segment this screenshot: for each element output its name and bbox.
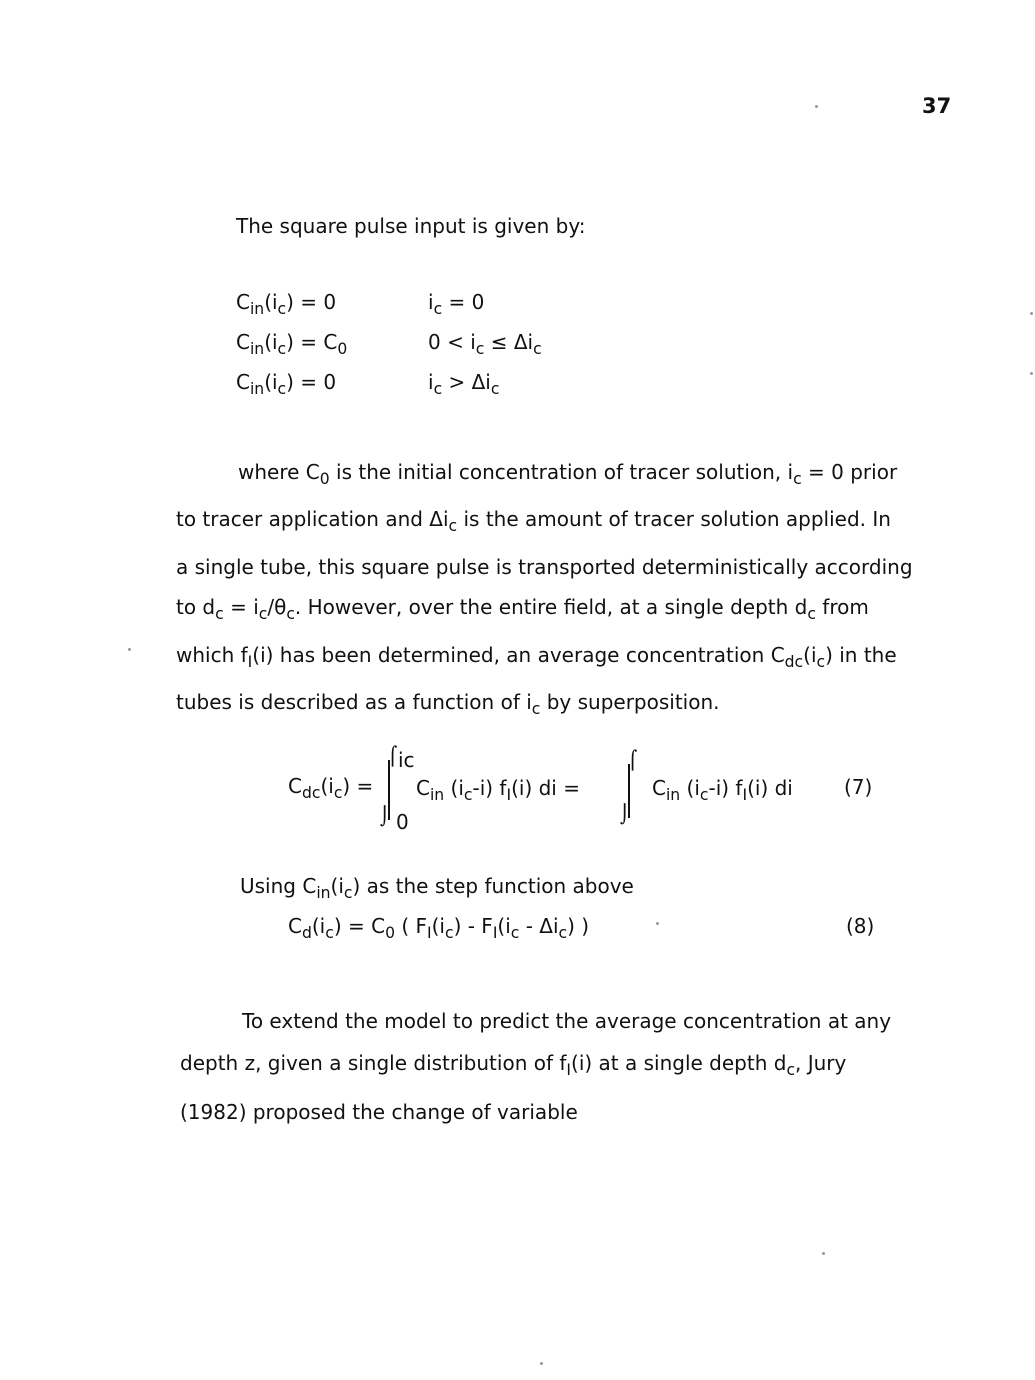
text-run: , Jury [795, 1051, 847, 1075]
text-run: -i) f [708, 776, 743, 800]
subscript: c [258, 605, 268, 624]
speck [1030, 312, 1033, 315]
text-run: i [428, 370, 434, 394]
eq7-integrand-1 [416, 776, 580, 804]
text-run: C [652, 776, 666, 800]
eq8-body [288, 914, 589, 942]
text-run: a single tube, this square pulse is transported deterministically according [176, 554, 913, 579]
text-run: (i [497, 914, 511, 938]
pulse-lhs [236, 330, 347, 358]
pulse-lhs-math [236, 330, 348, 358]
text-run: (1982) proposed the change of variable [180, 1099, 578, 1124]
text-run: (i [431, 914, 445, 938]
text-run: = i [223, 595, 259, 620]
text-run: ) = 0 [286, 290, 337, 314]
subscript: dc [784, 652, 804, 671]
pulse-condition-math [428, 290, 485, 318]
subscript: 0 [337, 339, 348, 358]
speck [815, 105, 818, 108]
subscript: c [343, 883, 353, 902]
subscript: c [558, 923, 568, 942]
text-run: To extend the model to predict the average concentration at any [242, 1009, 892, 1033]
text-run: by superposition. [540, 690, 720, 715]
pulse-lhs [236, 290, 336, 318]
text-run: (i [320, 774, 334, 798]
pulse-lhs [236, 370, 336, 398]
speck [656, 922, 659, 925]
paragraph-1 [176, 452, 946, 730]
text-run: C [236, 370, 250, 394]
text-run: is the amount of tracer solution applied. In [457, 507, 891, 532]
text-run: i [428, 290, 434, 314]
subscript: c [533, 339, 542, 358]
subscript: c [448, 517, 458, 536]
subscript: c [433, 299, 443, 318]
eq7-number: (7) [844, 775, 873, 799]
subscript: c [490, 379, 500, 398]
eq8-number: (8) [846, 914, 875, 938]
text-run: to d [176, 595, 216, 620]
text-run: ) = 0 [286, 370, 337, 394]
subscript: c [286, 605, 295, 624]
speck [128, 648, 131, 651]
text-run: (i) at a single depth d [571, 1051, 787, 1075]
text-run: (i [330, 874, 344, 898]
eq7-integrand2-math [652, 776, 793, 804]
subscript: in [316, 883, 331, 902]
text-run: from [815, 595, 869, 620]
text-line [180, 1000, 950, 1042]
using-math [240, 874, 634, 902]
subscript: I [742, 785, 748, 804]
subscript: c [277, 339, 287, 358]
text-run: ) ) [567, 914, 590, 938]
text-run: ≤ Δi [484, 330, 534, 354]
line-text [176, 690, 720, 719]
subscript: 0 [319, 469, 330, 488]
pulse-condition-math [428, 370, 500, 398]
pulse-lhs-math [236, 370, 337, 398]
subscript: I [506, 785, 512, 804]
page-number: 37 [922, 94, 952, 118]
text-run: (i [680, 776, 700, 800]
subscript: c [816, 652, 826, 671]
subscript: c [277, 299, 287, 318]
line-text [176, 595, 869, 624]
text-line [176, 499, 946, 546]
text-run: which f [176, 642, 248, 667]
eq7-lhs-math [288, 774, 374, 802]
subscript: c [333, 783, 343, 802]
text-line [176, 635, 946, 682]
eq7-integrand-2 [652, 776, 793, 804]
text-run: - Δi [519, 914, 559, 938]
text-run: ) = C [333, 914, 386, 938]
using-line [240, 874, 634, 902]
text-run: = 0 [442, 290, 485, 314]
subscript: c [475, 339, 485, 358]
pulse-condition [428, 290, 484, 318]
text-run: 0 < i [428, 330, 476, 354]
subscript: in [665, 785, 681, 804]
subscript: c [463, 785, 473, 804]
text-run: C [288, 914, 302, 938]
text-run: (i) di [747, 776, 793, 800]
text-run: (i [444, 776, 464, 800]
line-text [176, 555, 913, 579]
text-run: C [236, 290, 250, 314]
text-run: ) as the step function above [352, 874, 634, 898]
text-line [180, 1042, 950, 1091]
text-run: /θ [267, 595, 287, 620]
text-run: (i [311, 914, 326, 938]
pulse-lhs-math [236, 290, 337, 318]
text-line [176, 682, 946, 729]
text-run: depth z, given a single distribution of f [180, 1051, 567, 1075]
text-run: is the initial concentration of tracer solution, i [329, 460, 794, 484]
paragraph-2 [180, 1000, 950, 1133]
subscript: c [215, 605, 224, 624]
text-run: = 0 prior [801, 460, 898, 484]
text-run: C [236, 330, 250, 354]
text-run: C [416, 776, 430, 800]
pulse-condition [428, 330, 542, 358]
subscript: c [325, 923, 334, 942]
text-run: C [288, 774, 302, 798]
subscript: c [433, 379, 443, 398]
text-run: Using C [240, 874, 317, 898]
pulse-condition-math [428, 330, 542, 358]
subscript: in [429, 785, 445, 804]
text-run: ) in the [825, 642, 897, 667]
subscript: in [249, 299, 265, 318]
text-run: > Δi [442, 370, 491, 394]
subscript: c [786, 1060, 796, 1079]
speck [1030, 372, 1033, 375]
line-text [242, 1009, 891, 1033]
subscript: in [249, 379, 265, 398]
text-run: tubes is described as a function of i [176, 690, 532, 715]
text-run: to tracer application and Δi [176, 507, 449, 532]
subscript: 0 [385, 923, 395, 942]
subscript: I [566, 1060, 572, 1079]
subscript: I [427, 923, 432, 942]
speck [822, 1252, 825, 1255]
pulse-condition [428, 370, 499, 398]
eq7-lhs [288, 774, 373, 802]
text-run: where C [238, 460, 320, 484]
subscript: c [277, 379, 287, 398]
subscript: c [793, 469, 802, 488]
subscript: I [492, 923, 498, 942]
text-run: ( F [394, 914, 428, 938]
subscript: dc [301, 783, 321, 802]
text-run: (i [803, 642, 817, 667]
line-text [180, 1100, 578, 1124]
integral-upper-limit: ic [398, 748, 415, 772]
subscript: c [510, 923, 520, 942]
line-text [180, 1051, 847, 1079]
text-run: (i) di = [511, 776, 580, 800]
subscript: d [301, 923, 312, 942]
line-text [238, 460, 898, 488]
eq8-math [288, 914, 590, 942]
eq7-integrand1-math [416, 776, 580, 804]
text-run: . However, over the entire field, at a single depth d [294, 595, 808, 620]
subscript: c [444, 923, 454, 942]
subscript: c [807, 605, 816, 624]
text-run: (i) has been determined, an average concentration C [252, 642, 785, 667]
text-line [176, 587, 946, 634]
text-run: ) = C [286, 330, 338, 354]
subscript: c [699, 785, 709, 804]
text-run: (i [264, 290, 278, 314]
subscript: in [249, 339, 265, 358]
text-run: ) - F [453, 914, 493, 938]
subscript: c [531, 700, 541, 719]
text-line [180, 1091, 950, 1133]
text-line [176, 547, 946, 588]
text-run: (i [264, 330, 278, 354]
text-line [176, 452, 946, 499]
integral-lower-limit: 0 [396, 810, 409, 834]
text-run: (i [264, 370, 278, 394]
intro-line: The square pulse input is given by: [236, 214, 586, 238]
line-text [176, 507, 891, 536]
line-text [176, 642, 897, 671]
speck [540, 1362, 543, 1365]
subscript: I [247, 652, 253, 671]
text-run: ) = [342, 774, 374, 798]
text-run: -i) f [472, 776, 507, 800]
